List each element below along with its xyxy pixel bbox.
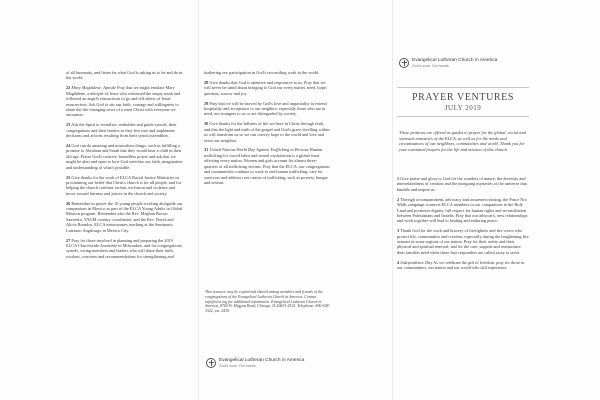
entry-number: 24 <box>66 142 71 148</box>
entry-observance: Mary Magdalene, Apostle <box>71 85 117 91</box>
divider <box>397 116 529 117</box>
prayer-entry <box>204 147 330 185</box>
prayer-entry <box>397 176 529 192</box>
entry-number: 1 <box>397 176 400 181</box>
prayer-entry <box>66 143 184 170</box>
elca-logo-footer <box>206 358 304 368</box>
entry-text: Pray that we will be moved by God's love and impartiality to extend hospitality and acceptance to our neighbor, especially those who are in need, are strangers to us or are disregarded by society. <box>204 100 327 117</box>
prayer-entry <box>66 201 184 233</box>
entry-text: Pray that we might emulate Mary Magdalene, a disciple of Jesus who witnessed the empty tomb and followed an angel's instructions to go and tell others of Jesus' resurrection. Ask God to stir our faith, courage and willingness to share the life-changing news of a risen Christ with everyone we encounter. <box>66 85 181 118</box>
entry-observance: Independence Day <box>400 259 433 265</box>
prayer-entry <box>397 197 529 224</box>
entry-text: Give thanks for the work of ELCA Racial Justice Ministries in proclaiming our belief that Christ's church is for all people, and for helping the church confront racism, exclusion and violence and move toward fairness and justice in the church and society. <box>66 174 182 196</box>
entry-text: furthering our participation in God's reconciling work in the world. <box>204 70 320 75</box>
entry-number: 29 <box>204 100 209 106</box>
intro-text: These petitions are offered as guides to prayer for the global, social and outreach ministries of the ELCA, as well as for the needs and circumstances of our neighbors, communities and world. Thank you for your continued prayers for the life and mission of this church. <box>399 130 526 152</box>
page-title: PRAYER VENTURES <box>411 92 515 103</box>
entry-text: God can do amazing and miraculous things, such as fulfilling a promise to Abraham and Sarah that they would bear a child in their old age. Praise God's creative, boundless power and ask that we might be alert and open to how God stretches our faith, imagination and understanding of what's possible. <box>66 142 183 170</box>
entry-number: 31 <box>204 147 209 153</box>
entry-text: Thank God for the work and bravery of firefighters and fire crews who protect life, communities and creation, especially during the lengthening fire seasons in some regions of our nation. Pray for their safety and their physical and spiritual renewal, and for the care, support and reassurance their families need when these first responders are called away to serve. <box>397 228 529 255</box>
entry-number: 30 <box>204 121 209 127</box>
issue-date: JULY 2019 <box>444 104 482 112</box>
divider <box>397 87 529 88</box>
org-tagline: God's work. Our hands. <box>412 63 450 68</box>
prayer-entry <box>66 122 184 138</box>
fold-line <box>198 0 199 400</box>
column-3 <box>397 176 529 275</box>
entry-observance: United Nations World Day Against Trafficking in Persons <box>209 147 309 153</box>
prayer-entry <box>204 70 330 75</box>
column-1 <box>66 70 184 264</box>
entry-number: 3 <box>397 228 400 234</box>
prayer-entry <box>397 260 529 271</box>
entry-text: Through accompaniment, advocacy and awareness-raising, the Peace Not Walls campaign connects ELCA members to our companions in the Holy Land and promotes dignity, full respect for human rights and reconciliation between Palestinians and Israelis. Pray that our advocacy, new relationships and work together will lead to healing and enduring peace. <box>397 196 528 224</box>
entry-number: 25 <box>66 174 71 180</box>
prayer-entry <box>397 228 529 255</box>
fold-line <box>392 0 393 400</box>
entry-number: 28 <box>204 79 209 85</box>
entry-number: 23 <box>66 122 71 128</box>
cross-icon <box>399 58 409 68</box>
column-2 <box>204 70 330 190</box>
entry-text: of all humanity, and listen for what God is asking us to be and do in the world. <box>66 70 183 81</box>
entry-number: 26 <box>66 200 71 206</box>
prayer-entry <box>66 70 184 81</box>
org-tagline: God's work. Our hands. <box>219 363 257 368</box>
entry-number: 4 <box>397 259 400 265</box>
copyright-notice: This resource may be copied and shared among members and friends of the congregations of the Evangelical Lutheran Church in America. Contact info@elca.org for additional information. Evangelical Lutheran Church in America, 8765 W. Higgins Road, Chicago, IL 60631-4101. Telephone: 800-638-3522, ext. 2439. <box>205 290 330 314</box>
org-name: Evangelical Lutheran Church in America <box>219 358 305 363</box>
entry-text: Give praise and glory to God for the wonders of nature, the diversity and interrelatedness of creation and the intriguing mysteries of the universe that humble and inspire us. <box>397 176 527 192</box>
entry-text: Give thanks for the fullness of life we have in Christ through faith, and that the light and truth of the gospel and God's grace dwelling within us will transform us so we can convey hope to the world and love and serve our neighbor. <box>204 121 330 143</box>
entry-text: As we celebrate the gift of freedom, pray for those in our communities, our nation and our world who still experience <box>397 259 525 271</box>
entry-text: Give thanks that God is attentive and responsive to us. Pray that we will never be timid about bringing to God our every matter, need, hope, question, sorrow and joy. <box>204 79 327 96</box>
title-block <box>395 87 531 117</box>
prayer-entry <box>204 101 330 117</box>
prayer-entry <box>204 121 330 143</box>
prayer-entry <box>66 175 184 197</box>
entry-text: Pray for those involved in planning and preparing the 2019 ELCA Churchwide Assembly in Milwaukee, and for congregations, synods, voting members and leaders who will share their faith, wisdom, concerns and recommendations for strengthening and <box>66 237 183 259</box>
entry-text: Ask the Spirit to revitalize, embolden and guide synods, their congregations and their leaders as they live into and implement decisions and actions resulting from their synod assemblies. <box>66 122 177 139</box>
prayer-entry <box>204 80 330 96</box>
prayer-entry <box>66 85 184 117</box>
org-name: Evangelical Lutheran Church in America <box>412 58 498 63</box>
prayer-entry <box>66 238 184 260</box>
entry-text: Human trafficking for forced labor and sexual exploitation is a global issue affecting every nation. Women and girls account for almost three-quarters of all trafficking victims. Pray that the ELCA, our congregations and communities continue to work to end human trafficking, care for survivors and address root causes of trafficking, such as poverty, hunger and sexism. <box>204 147 330 185</box>
entry-number: 2 <box>397 196 400 202</box>
cross-icon <box>206 358 216 368</box>
elca-logo-header <box>399 58 497 68</box>
entry-number: 22 <box>66 85 71 91</box>
entry-text: Remember in prayer the 10 young people working alongside our companions in Mexico as part of the ELCA Young Adults in Global Mission program. Remember also the Rev. Meghan Brown Saavedra, YAGM country coordinator, and the Rev. David and Alicia Brondos, ELCA missionaries teaching at the Seminario Luterano Augsburgo in Mexico City. <box>66 200 183 233</box>
entry-number: 27 <box>66 237 71 243</box>
